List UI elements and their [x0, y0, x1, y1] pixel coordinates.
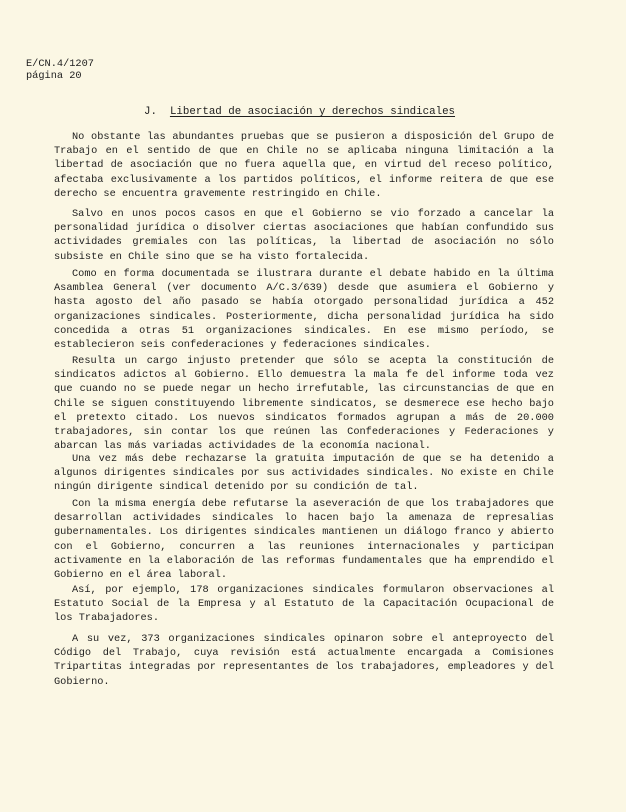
- paragraph-7: Así, por ejemplo, 178 organizaciones sindicales formularon observaciones al Estatuto Social de la Empresa y al Estatuto de la Capacitación Ocupacional de los Trabajadores.: [54, 584, 554, 625]
- paragraph-5: Una vez más debe rechazarse la gratuita imputación de que se ha detenido a algunos dirigentes sindicales por sus actividades sindicales. No existe en Chile ningún dirigente sindical detenido por su condición de tal.: [54, 453, 554, 494]
- paragraph-8: A su vez, 373 organizaciones sindicales opinaron sobre el anteproyecto del Código del Trabajo, cuya revisión está actualmente encargada a Comisiones Tripartitas integradas por representantes de los trabajadores, empleadores y del Gobierno.: [54, 633, 554, 688]
- doc-ref-code: E/CN.4/1207: [26, 58, 94, 70]
- paragraph-3: Como en forma documentada se ilustrara durante el debate habido en la última Asamblea General (ver documento A/C.3/639) desde que asumiera el Gobierno y hasta agosto del año pasado se había otorgado personalidad jurídica a 452 organizaciones sindicales. Posteriormente, dicha personalidad jurídica ha sido concedida a otras 51 organizaciones sindicales. En ese mismo período, se establecieron seis confederaciones y federaciones sindicales.: [54, 268, 554, 352]
- paragraph-6: Con la misma energía debe refutarse la aseveración de que los trabajadores que desarrollan actividades sindicales lo hacen bajo la amenaza de represalias gubernamentales. Los dirigentes sindicales mantienen un diálogo franco y abierto con el Gobierno, concurren a las reuniones internacionales y participan activamente en la elaboración de las reformas fundamentales que ha emprendido el Gobierno en el área laboral.: [54, 498, 554, 582]
- section-title: Libertad de asociación y derechos sindicales: [169, 106, 456, 118]
- paragraph-1: No obstante las abundantes pruebas que se pusieron a disposición del Grupo de Trabajo en el sentido de que en Chile no se aplicaba ninguna limitación a la libertad de asociación que no fuera aquella que, en virtud del receso político, afectaba exclusivamente a los partidos políticos, el informe reitera de que ese derecho se encuentra gravemente restringido en Chile.: [54, 131, 554, 200]
- paragraph-4: Resulta un cargo injusto pretender que sólo se acepta la constitución de sindicatos adictos al Gobierno. Ello demuestra la mala fe del informe toda vez que cuando no se puede negar un hecho irrefutable, las circunstancias de que en Chile se siguen constituyendo libremente sindicatos, se desmerece ese hecho bajo el pretexto citado. Los nuevos sindicatos formados agrupan a más de 20.000 trabajadores, sin contar los que reúnen las Confederaciones y Federaciones y abarcan las más variadas actividades de la economía nacional.: [54, 355, 554, 453]
- paragraph-2: Salvo en unos pocos casos en que el Gobierno se vio forzado a cancelar la personalidad jurídica o disolver ciertas asociaciones que habían confundido sus actividades gremiales con las políticas, la libertad de asociación no sólo subsiste en Chile sino que se ha visto fortalecida.: [54, 208, 554, 263]
- section-heading: [144, 106, 455, 118]
- page-number: página 20: [26, 70, 82, 82]
- document-reference: [26, 58, 94, 82]
- section-letter: J.: [144, 106, 157, 118]
